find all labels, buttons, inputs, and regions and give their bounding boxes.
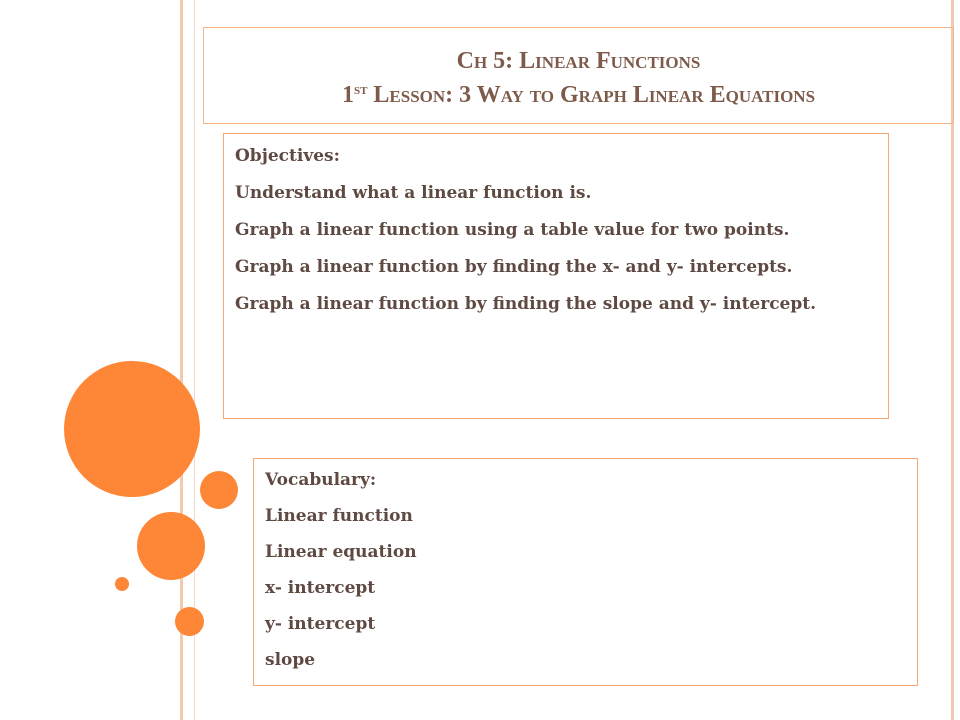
vocabulary-item: slope [265,650,316,670]
title-line-2 [204,78,953,112]
slide-title [203,27,954,124]
objective-item: Graph a linear function using a table value for two points. [235,220,790,240]
title-lesson-number: 1 [341,82,354,108]
decorative-circle-medium [137,512,205,580]
title-lesson-text: Lesson: 3 Way to Graph Linear Equations [367,82,816,108]
objectives-box [223,133,889,419]
objective-item: Understand what a linear function is. [235,183,592,203]
vocabulary-item: y- intercept [265,614,376,634]
decorative-circle-medium-small [200,471,238,509]
objective-item: Graph a linear function by finding the x- and y- intercepts. [235,257,793,277]
decorative-circle-large [64,361,200,497]
vocabulary-heading: Vocabulary: [265,470,377,490]
vocabulary-item: Linear equation [265,542,417,562]
vocabulary-box [253,458,918,686]
decorative-circle-tiny [115,577,129,591]
decorative-circle-small [175,607,204,636]
vocabulary-item: x- intercept [265,578,376,598]
vocabulary-item: Linear function [265,506,413,526]
objectives-heading: Objectives: [235,146,340,166]
title-lesson-suffix: st [353,82,368,98]
objective-item: Graph a linear function by finding the slope and y- intercept. [235,294,817,314]
title-line-1: Ch 5: Linear Functions [456,48,701,74]
